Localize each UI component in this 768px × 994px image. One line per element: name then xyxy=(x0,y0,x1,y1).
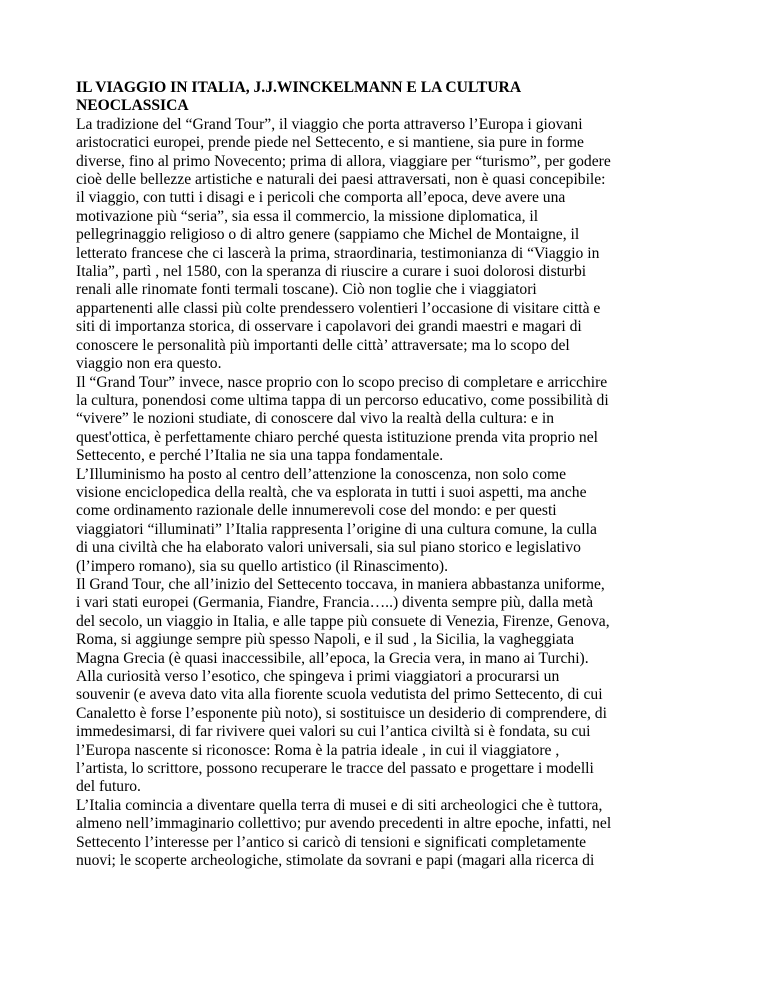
paragraph-enlightenment: L’Illuminismo ha posto al centro dell’attenzione la conoscenza, non solo come visione enciclopedica della realtà, che va esplorata in tutti i suoi aspetti, ma anche come ordinamento razionale delle innumerevoli cose del mondo: e per questi viaggiatori “illuminati” l’Italia rappresenta l’origine di una cultura comune, la culla di una civiltà che ha elaborato valori universali, sia sul piano storico e legislativo (l’impero romano), sia su quello artistico (il Rinascimento). xyxy=(76,465,597,575)
document-title: IL VIAGGIO IN ITALIA, J.J.WINCKELMANN E LA CULTURA NEOCLASSICA xyxy=(76,79,522,115)
document-page xyxy=(76,79,696,870)
paragraph-grand-tour-purpose: Il “Grand Tour” invece, nasce proprio con lo scopo preciso di completare e arricchire la cultura, ponendosi come ultima tappa di un percorso educativo, come possibilità di “vivere” le nozioni studiate, di conoscere dal vivo la realtà della cultura: e in quest'ottica, è perfettamente chiaro perché questa istituzione prenda vita proprio nel Settecento, e perché l’Italia ne sia una tappa fondamentale. xyxy=(76,373,609,465)
paragraph-italy-journey: Il Grand Tour, che all’inizio del Settecento toccava, in maniera abbastanza uniforme, i vari stati europei (Germania, Fiandre, Francia…..) diventa sempre più, dalla metà del secolo, un viaggio in Italia, e alle tappe più consuete di Venezia, Firenze, Genova, Roma, si aggiunge sempre più spesso Napoli, e il sud , la Sicilia, la vagheggiata Magna Grecia (è quasi inaccessibile, all’epoca, la Grecia vera, in mano ai Turchi). Alla curiosità verso l’esotico, che spingeva i primi viaggiatori a procurarsi un souvenir (e aveva dato vita alla fiorente scuola vedutista del primo Settecento, di cui Canaletto è forse l’esponente più noto), si sostituisce un desiderio di comprendere, di immedesimarsi, di far rivivere quei valori su cui l’antica civiltà si è fondata, su cui l’Europa nascente si riconosce: Roma è la patria ideale , in cui il viaggiatore , l’artista, lo scrittore, possono recuperare le tracce del passato e progettare i modelli del futuro. xyxy=(76,575,610,796)
paragraph-grand-tour-tradition: La tradizione del “Grand Tour”, il viaggio che porta attraverso l’Europa i giovani aristocratici europei, prende piede nel Settecento, e si mantiene, sia pure in forme diverse, fino al primo Novecento; prima di allora, viaggiare per “turismo”, per godere cioè delle bellezze artistiche e naturali dei paesi attraversati, non è quasi concepibile: il viaggio, con tutti i disagi e i pericoli che comporta all’epoca, deve avere una motivazione più “seria”, sia essa il commercio, la missione diplomatica, il pellegrinaggio religioso o di altro genere (sappiamo che Michel de Montaigne, il letterato francese che ci lascerà la prima, straordinaria, testimonianza di “Viaggio in Italia”, partì , nel 1580, con la speranza di riuscire a curare i suoi dolorosi disturbi renali alle rinomate fonti termali toscane). Ciò non toglie che i viaggiatori appartenenti alle classi più colte prendessero volentieri l’occasione di visitare città e siti di importanza storica, di osservare i capolavori dei grandi maestri e magari di conoscere le personalità più importanti delle città’ attraversate; ma lo scopo del viaggio non era questo. xyxy=(76,115,611,373)
paragraph-museums-archaeology: L’Italia comincia a diventare quella terra di musei e di siti archeologici che è tuttora, almeno nell’immaginario collettivo; pur avendo precedenti in altre epoche, infatti, nel Settecento l’interesse per l’antico si caricò di tensioni e significati completamente nuovi; le scoperte archeologiche, stimolate da sovrani e papi (magari alla ricerca di xyxy=(76,796,612,870)
